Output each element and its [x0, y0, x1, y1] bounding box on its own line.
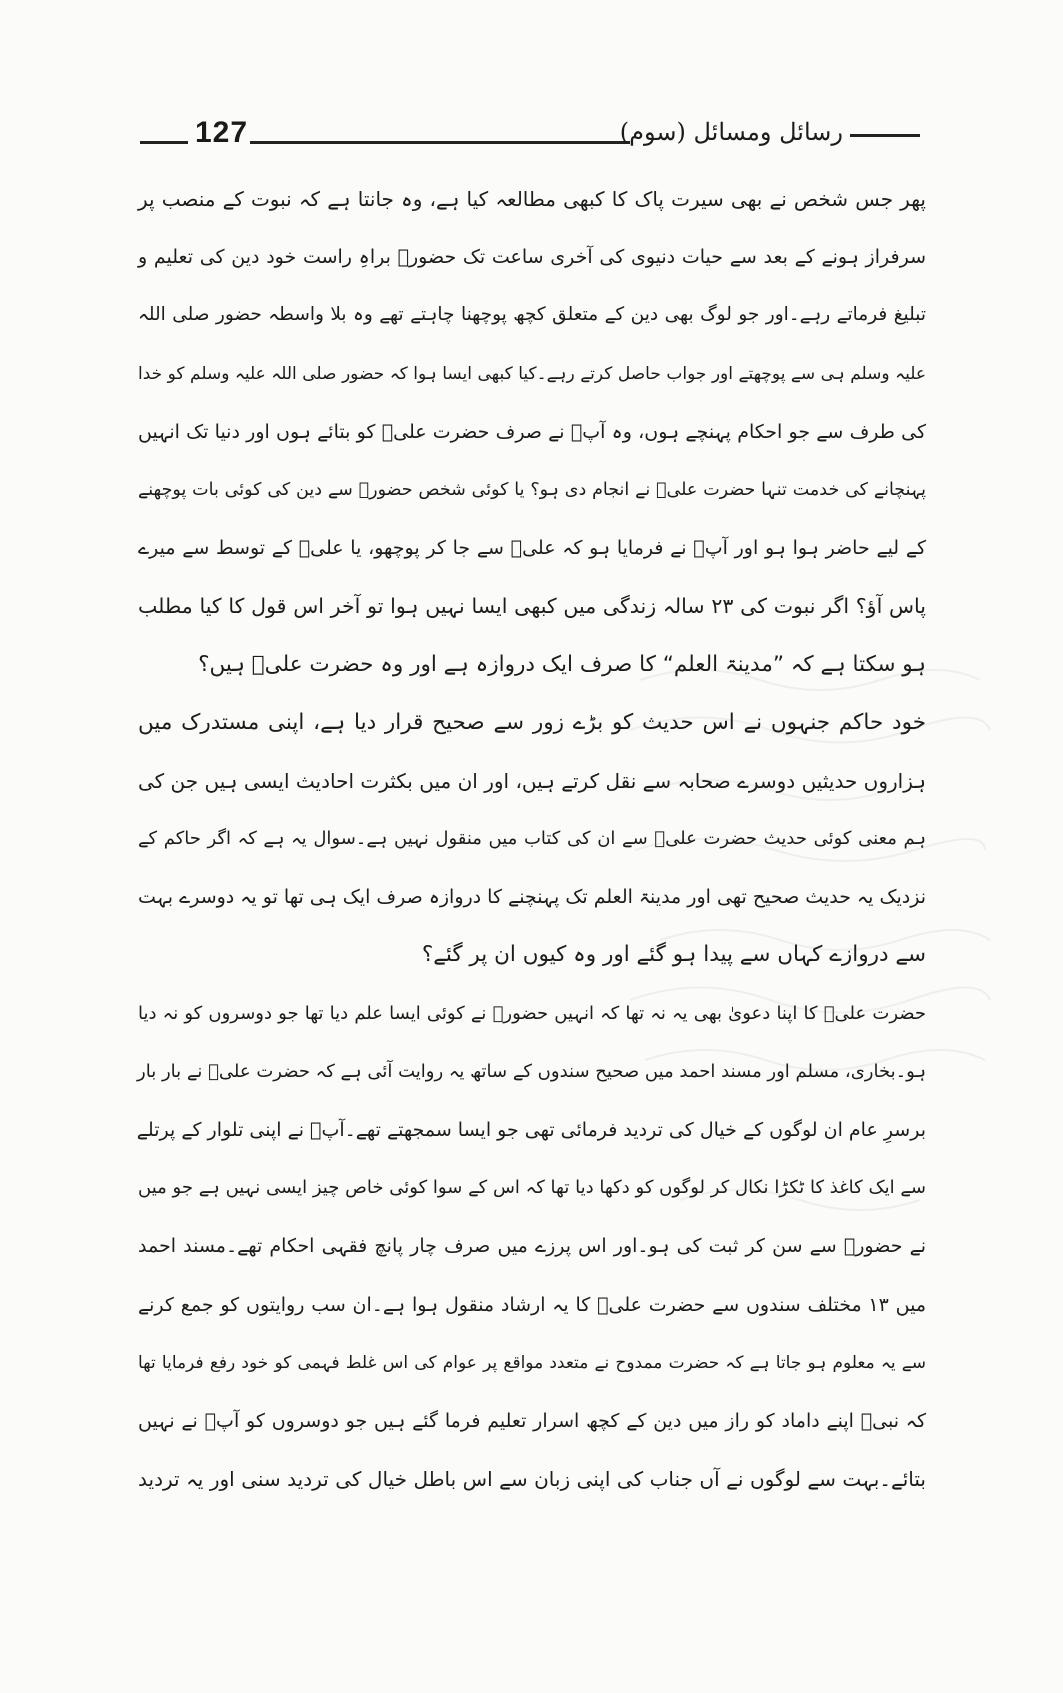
- text-line: بتائے۔بہت سے لوگوں نے آں جناب کی اپنی زبان سے اس باطل خیال کی تردید سنی اور یہ تردید: [138, 1467, 926, 1492]
- text-line: سے ایک کاغذ کا ٹکڑا نکال کر لوگوں کو دکھا دیا تھا کہ اس کے سوا کوئی خاص چیز ایسی نہیں ہے جو میں: [138, 1177, 926, 1199]
- text-line: حضرت علیؓ کا اپنا دعویٰ بھی یہ نہ تھا کہ انہیں حضورؐ نے کوئی ایسا علم دیا تھا جو دوسروں کو نہ دیا: [138, 1002, 926, 1024]
- text-line: سرفراز ہونے کے بعد سے حیات دنیوی کی آخری ساعت تک حضورؐ براہِ راست خود دین کی تعلیم و: [138, 246, 926, 269]
- page-header: [140, 112, 920, 160]
- text-line: علیہ وسلم ہی سے پوچھتے اور جواب حاصل کرتے رہے۔کیا کبھی ایسا ہوا کہ حضور صلی اللہ علیہ وسلم کو خدا: [138, 363, 926, 384]
- text-line: پھر جس شخص نے بھی سیرت پاک کا کبھی مطالعہ کیا ہے، وہ جانتا ہے کہ نبوت کے منصب پر: [138, 187, 926, 211]
- text-line: پاس آؤ؟ اگر نبوت کی ۲۳ سالہ زندگی میں کبھی ایسا نہیں ہوا تو آخر اس قول کا کیا مطلب: [138, 594, 926, 619]
- text-line: میں ۱۳ مختلف سندوں سے حضرت علیؓ کا یہ ارشاد منقول ہوا ہے۔ان سب روایتوں کو جمع کرنے: [138, 1293, 926, 1316]
- header-rule-left: [140, 141, 188, 144]
- running-title: رسائل ومسائل (سوم): [619, 118, 843, 146]
- text-line: ہو سکتا ہے کہ ”مدینۃ العلم“ کا صرف ایک دروازہ ہے اور وہ حضرت علیؓ ہیں؟: [198, 651, 926, 677]
- header-rule-middle: [250, 141, 630, 144]
- page-number: 127: [195, 116, 249, 149]
- text-line: سے دروازے کہاں سے پیدا ہو گئے اور وہ کیوں ان پر گئے؟: [421, 942, 926, 968]
- body-text: [138, 170, 926, 1508]
- text-line: ہو۔بخاری، مسلم اور مسند احمد میں صحیح سندوں کے ساتھ یہ روایت آئی ہے کہ حضرت علیؓ نے بار بار: [137, 1060, 926, 1082]
- paragraph: [138, 170, 926, 694]
- text-line: ہزاروں حدیثیں دوسرے صحابہ سے نقل کرتے ہیں، اور ان میں بکثرت احادیث ایسی ہیں جن کی: [138, 768, 926, 793]
- text-line: کی طرف سے جو احکام پہنچے ہوں، وہ آپؐ نے صرف حضرت علیؓ کو بتائے ہوں اور دنیا تک انہیں: [138, 420, 926, 443]
- text-line: خود حاکم جنہوں نے اس حدیث کو بڑے زور سے صحیح قرار دیا ہے، اپنی مستدرک میں: [138, 709, 926, 735]
- paragraph: [138, 694, 926, 985]
- text-line: پہنچانے کی خدمت تنہا حضرت علیؓ نے انجام دی ہو؟ یا کوئی شخص حضورؐ سے دین کی کوئی بات پوچھنے: [138, 479, 926, 500]
- text-line: تبلیغ فرماتے رہے۔اور جو لوگ بھی دین کے متعلق کچھ پوچھنا چاہتے تھے وہ بلا واسطہ حضور صلی اللہ: [138, 304, 926, 326]
- text-line: نزدیک یہ حدیث صحیح تھی اور مدینۃ العلم تک پہنچنے کا دروازہ صرف ایک ہی تھا تو یہ دوسرے بہت: [137, 886, 926, 909]
- text-line: سے یہ معلوم ہو جاتا ہے کہ حضرت ممدوح نے متعدد مواقع پر عوام کی اس غلط فہمی کو خود رفع فرمایا تھا: [138, 1352, 926, 1373]
- text-line: ہم معنی کوئی حدیث حضرت علیؓ سے ان کی کتاب میں منقول نہیں ہے۔سوال یہ ہے کہ اگر حاکم کے: [138, 828, 926, 850]
- text-line: نے حضورؐ سے سن کر ثبت کی ہو۔اور اس پرزے میں صرف چار پانچ فقہی احکام تھے۔مسند احمد: [138, 1235, 926, 1258]
- text-line: کہ نبیؐ اپنے داماد کو راز میں دین کے کچھ اسرار تعلیم فرما گئے ہیں جو دوسروں کو آپؐ نے نہیں: [138, 1409, 926, 1432]
- header-rule-right: [850, 134, 920, 137]
- text-line: برسرِ عام ان لوگوں کے خیال کی تردید فرمائی تھی جو ایسا سمجھتے تھے۔آپؓ نے اپنی تلوار کے پرتلے: [136, 1119, 926, 1141]
- text-line: کے لیے حاضر ہوا ہو اور آپؐ نے فرمایا ہو کہ علیؓ سے جا کر پوچھو، یا علیؓ کے توسط سے میرے: [138, 537, 926, 560]
- paragraph: [138, 985, 926, 1509]
